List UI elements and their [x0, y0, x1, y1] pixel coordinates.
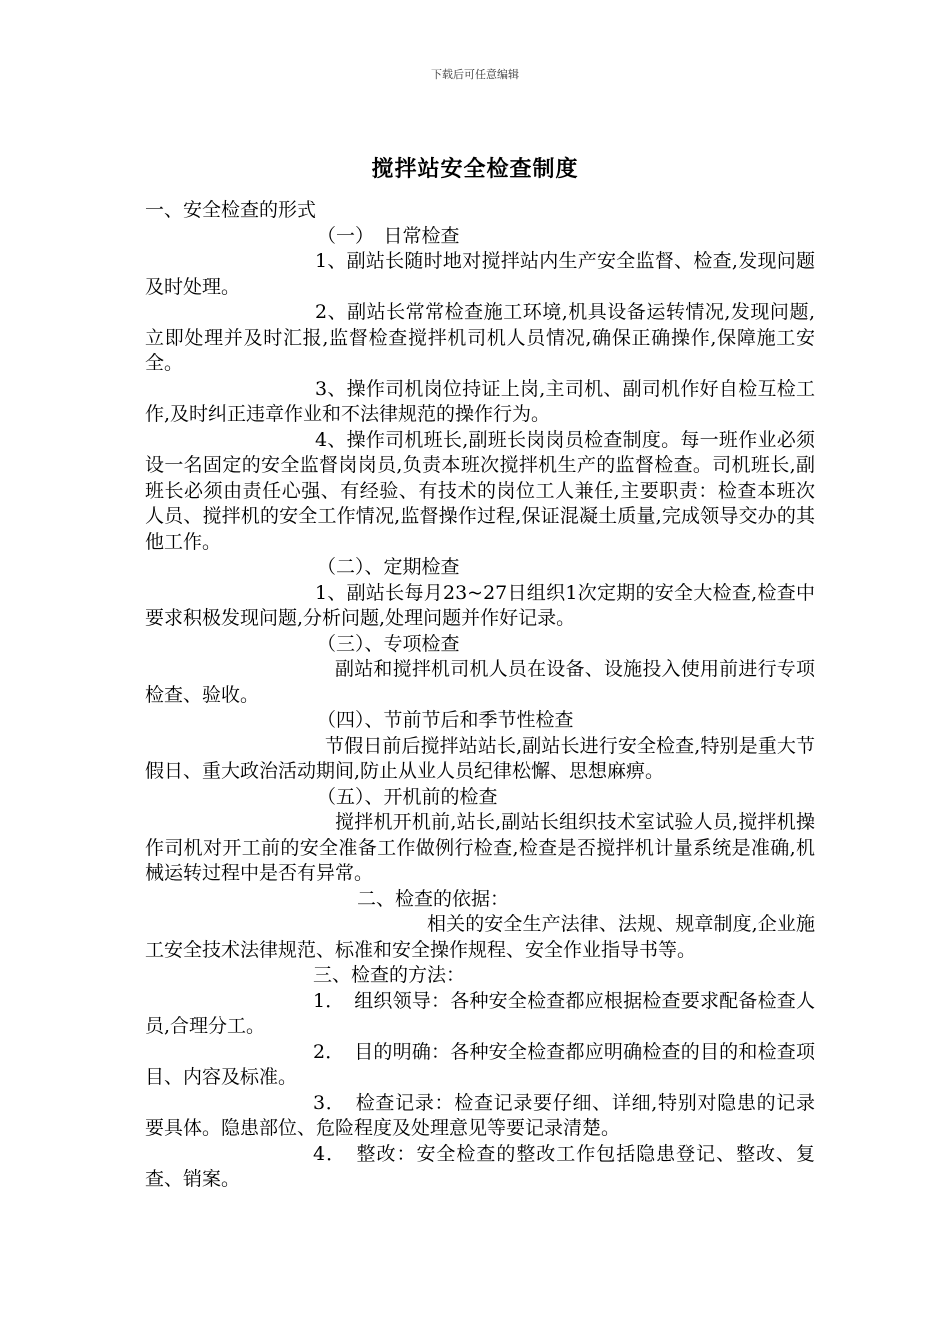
paragraph: 节假日前后搅拌站站长,副站长进行安全检查,特别是重大节假日、重大政治活动期间,防止从业人员纪律松懈、思想麻痹。	[145, 734, 815, 782]
paragraph: 副站和搅拌机司机人员在设备、设施投入使用前进行专项检查、验收。	[145, 658, 815, 706]
section-heading-1: 一、安全检查的形式	[145, 199, 317, 221]
section-heading-2: 二、检查的依据：	[357, 887, 510, 910]
paragraph: 相关的安全生产法律、法规、规章制度,企业施工安全技术法律规范、标准和安全操作规程、安全作业指导书等。	[145, 913, 815, 961]
subsection-heading: （四）、节前节后和季节性检查	[317, 709, 574, 731]
document-body	[145, 198, 815, 1193]
paragraph: 1、副站长随时地对搅拌站内生产安全监督、检查,发现问题及时处理。	[145, 250, 815, 298]
paragraph: 2、副站长常常检查施工环境,机具设备运转情况,发现问题,立即处理并及时汇报,监督检查搅拌机司机人员情况,确保正确操作,保障施工安全。	[145, 301, 815, 374]
subsection-heading: （一） 日常检查	[317, 224, 460, 247]
paragraph: 3、操作司机岗位持证上岗,主司机、副司机作好自检互检工作,及时纠正违章作业和不法律规范的操作行为。	[145, 377, 815, 425]
paragraph: 搅拌机开机前,站长,副站长组织技术室试验人员,搅拌机操作司机对开工前的安全准备工作做例行检查,检查是否搅拌机计量系统是准确,机械运转过程中是否有异常。	[145, 811, 815, 884]
paragraph: 4、操作司机班长,副班长岗岗员检查制度。每一班作业必须设一名固定的安全监督岗岗员,负责本班次搅拌机生产的监督检查。司机班长,副班长必须由责任心强、有经验、有技术的岗位工人兼任,主要职责：检查本班次人员、搅拌机的安全工作情况,监督操作过程,保证混凝土质量,完成领导交办的其他工作。	[145, 428, 815, 553]
paragraph: 1、副站长每月23~27日组织1次定期的安全大检查,检查中要求积极发现问题,分析问题,处理问题并作好记录。	[145, 581, 815, 629]
section-heading-3: 三、检查的方法：	[313, 964, 466, 986]
document-title: 搅拌站安全检查制度	[371, 156, 579, 182]
list-item: 3． 检查记录：检查记录要仔细、详细,特别对隐患的记录要具体。隐患部位、危险程度及处理意见等要记录清楚。	[145, 1091, 815, 1139]
subsection-heading: （二）、定期检查	[317, 556, 460, 578]
list-item: 1． 组织领导：各种安全检查都应根据检查要求配备检查人员,合理分工。	[145, 989, 815, 1037]
subsection-heading: （五）、开机前的检查	[317, 785, 498, 808]
page-header: 下载后可任意编辑	[431, 68, 519, 81]
list-item: 4． 整改：安全检查的整改工作包括隐患登记、整改、复查、销案。	[145, 1142, 815, 1190]
list-item: 2． 目的明确：各种安全检查都应明确检查的目的和检查项目、内容及标准。	[145, 1040, 815, 1088]
subsection-heading: （三）、专项检查	[317, 632, 460, 655]
